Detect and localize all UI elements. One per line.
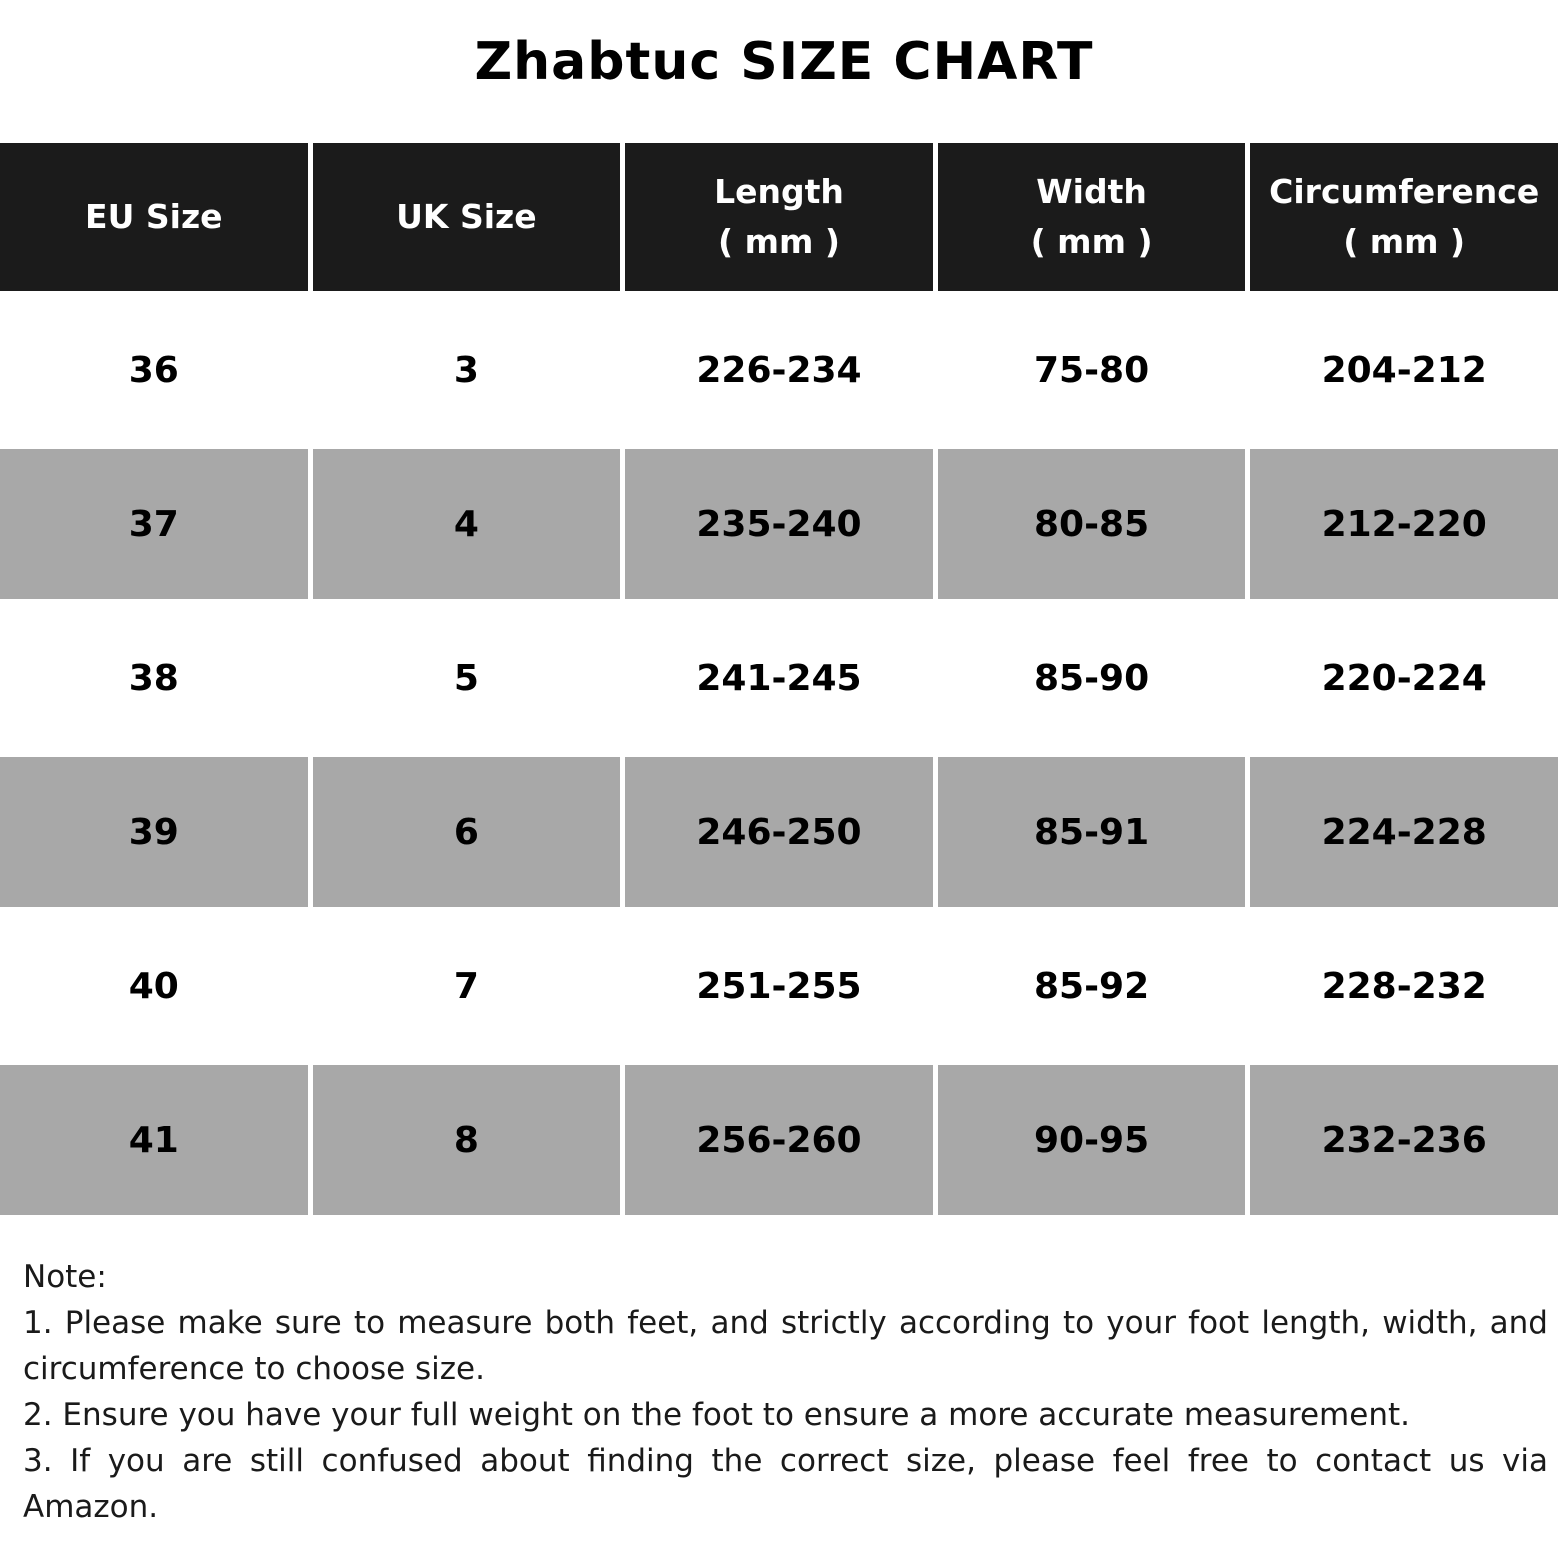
cell-width: 75-80	[938, 295, 1246, 445]
cell-circumference: 212-220	[1250, 449, 1558, 599]
cell-circumference: 224-228	[1250, 757, 1558, 907]
note-item-2: 2. Ensure you have your full weight on the foot to ensure a more accurate measurement.	[23, 1397, 1410, 1433]
table-row	[0, 449, 1558, 599]
table-header-row	[0, 143, 1558, 291]
size-note	[23, 1254, 1548, 1530]
cell-eu-size: 39	[0, 757, 308, 907]
size-chart-table	[0, 139, 1563, 1219]
cell-eu-size: 41	[0, 1065, 308, 1215]
header-width: Width ( mm )	[938, 143, 1246, 291]
cell-uk-size: 6	[313, 757, 621, 907]
cell-circumference: 220-224	[1250, 603, 1558, 753]
cell-uk-size: 5	[313, 603, 621, 753]
header-length: Length ( mm )	[625, 143, 933, 291]
note-heading: Note:	[23, 1259, 107, 1295]
table-row	[0, 1065, 1558, 1215]
cell-uk-size: 8	[313, 1065, 621, 1215]
cell-uk-size: 4	[313, 449, 621, 599]
cell-length: 256-260	[625, 1065, 933, 1215]
cell-length: 251-255	[625, 911, 933, 1061]
cell-width: 85-92	[938, 911, 1246, 1061]
cell-eu-size: 37	[0, 449, 308, 599]
cell-length: 246-250	[625, 757, 933, 907]
cell-eu-size: 36	[0, 295, 308, 445]
table-row	[0, 757, 1558, 907]
cell-eu-size: 40	[0, 911, 308, 1061]
cell-width: 85-90	[938, 603, 1246, 753]
cell-uk-size: 7	[313, 911, 621, 1061]
cell-width: 90-95	[938, 1065, 1246, 1215]
page-title: Zhabtuc SIZE CHART	[474, 32, 1094, 92]
cell-width: 85-91	[938, 757, 1246, 907]
cell-circumference: 232-236	[1250, 1065, 1558, 1215]
cell-circumference: 204-212	[1250, 295, 1558, 445]
cell-length: 226-234	[625, 295, 933, 445]
cell-length: 241-245	[625, 603, 933, 753]
cell-eu-size: 38	[0, 603, 308, 753]
table-row	[0, 603, 1558, 753]
note-item-3: 3. If you are still confused about finding the correct size, please feel free to contact us via Amazon.	[23, 1443, 1548, 1525]
header-circumference: Circumference ( mm )	[1250, 143, 1558, 291]
cell-width: 80-85	[938, 449, 1246, 599]
size-chart-table-wrap	[0, 139, 1568, 1219]
cell-circumference: 228-232	[1250, 911, 1558, 1061]
cell-length: 235-240	[625, 449, 933, 599]
table-row	[0, 911, 1558, 1061]
cell-uk-size: 3	[313, 295, 621, 445]
table-row	[0, 295, 1558, 445]
note-item-1: 1. Please make sure to measure both feet, and strictly according to your foot length, width, and circumference to choose size.	[23, 1305, 1548, 1387]
header-eu-size: EU Size	[0, 143, 308, 291]
header-uk-size: UK Size	[313, 143, 621, 291]
